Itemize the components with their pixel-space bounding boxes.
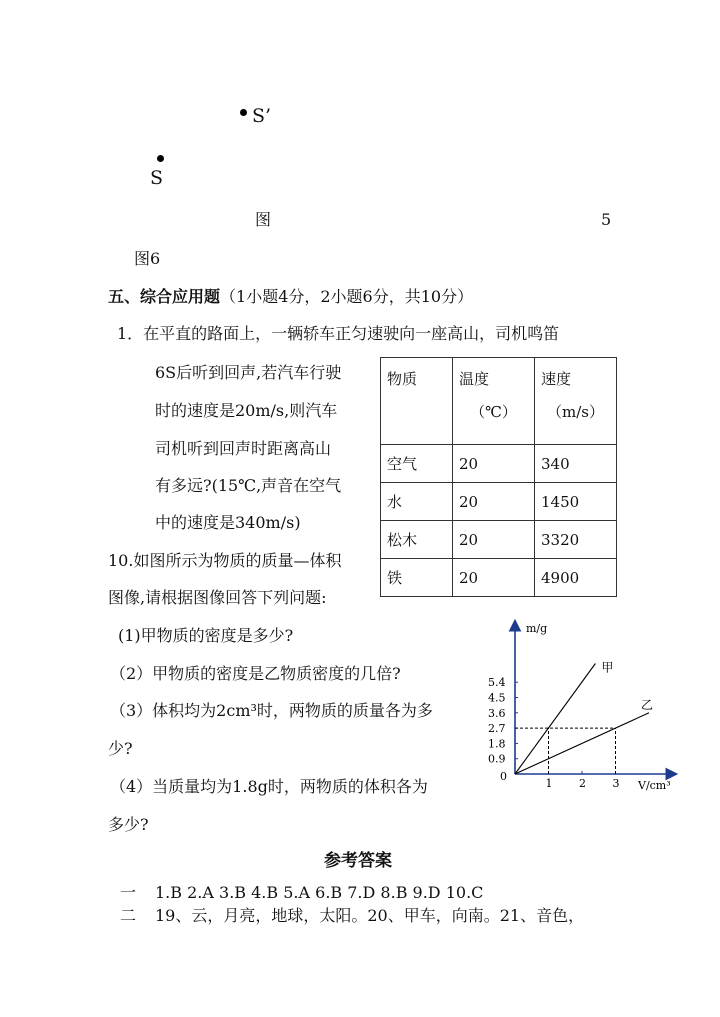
- table-row: [381, 445, 617, 483]
- table-cell: 松木: [381, 521, 453, 559]
- section5-heading: [108, 287, 473, 307]
- series-label-yi: 乙: [641, 697, 654, 712]
- header-temperature-label: 温度: [459, 370, 490, 388]
- label-s: S: [150, 167, 164, 189]
- table-cell: 340: [535, 445, 617, 483]
- table-cell: 4900: [535, 559, 617, 597]
- table-cell: 20: [453, 559, 535, 597]
- header-substance: [381, 358, 453, 445]
- figure6-caption: 图6: [134, 249, 161, 268]
- table-header-row: [381, 358, 617, 445]
- answers-line1-number: 一: [120, 883, 137, 902]
- q1-line2: 6S后听到回声,若汽车行驶: [155, 363, 342, 382]
- x-tick-label: 3: [612, 777, 620, 790]
- x-axis-label: V/cm³: [638, 779, 671, 792]
- q1-line5: 有多远?(15℃,声音在空气: [155, 476, 342, 495]
- q10-line1: 10.如图所示为物质的质量—体积: [108, 551, 342, 570]
- answers-line1: 1.B 2.A 3.B 4.B 5.A 6.B 7.D 8.B 9.D 10.C: [155, 883, 484, 902]
- table-row: [381, 521, 617, 559]
- answers-title: 参考答案: [324, 851, 392, 871]
- table-cell: 20: [453, 483, 535, 521]
- q10-sub3a: （3）体积均为2cm³时，两物质的质量各为多: [110, 701, 433, 720]
- mass-volume-chart: [480, 612, 690, 797]
- point-s: [157, 155, 164, 162]
- y-axis-label: m/g: [526, 622, 548, 635]
- y-tick-label: 2.7: [488, 722, 506, 736]
- table-row: [381, 483, 617, 521]
- figure5-number: 5: [601, 210, 612, 229]
- table-cell: 铁: [381, 559, 453, 597]
- x-tick-label: 1: [545, 777, 553, 790]
- q1-line4: 司机听到回声时距离高山: [155, 439, 332, 458]
- series-line-jia: [515, 664, 595, 775]
- y-tick-label: 1.8: [488, 737, 506, 751]
- answers-line2: 19、云，月亮，地球，太阳。20、甲车，向南。21、音色，: [155, 906, 585, 925]
- series-line-yi: [515, 713, 649, 774]
- section5-note: （1小题4分，2小题6分，共10分）: [220, 287, 474, 306]
- origin-label: 0: [500, 770, 507, 783]
- section5-title: 五、综合应用题: [108, 287, 221, 306]
- figure5-word: 图: [255, 210, 272, 229]
- q1-line3: 时的速度是20m/s,则汽车: [155, 401, 338, 420]
- speed-table: [380, 357, 617, 597]
- table-cell: 水: [381, 483, 453, 521]
- q10-sub3b: 少?: [108, 739, 133, 758]
- y-tick-label: 0.9: [488, 752, 506, 766]
- q10-sub1: (1)甲物质的密度是多少?: [118, 626, 294, 645]
- table-row: [381, 559, 617, 597]
- table-cell: 1450: [535, 483, 617, 521]
- series-label-jia: 甲: [601, 660, 614, 675]
- q10-sub2: （2）甲物质的密度是乙物质密度的几倍?: [110, 664, 401, 683]
- y-tick-label: 4.5: [488, 691, 506, 705]
- header-temperature-unit: （℃）: [470, 403, 517, 421]
- label-s-prime: S’: [252, 105, 272, 127]
- answers-line2-number: 二: [120, 906, 137, 925]
- y-tick-label: 3.6: [488, 706, 506, 720]
- q1-line1: 1．在平直的路面上，一辆轿车正匀速驶向一座高山，司机鸣笛: [117, 324, 560, 343]
- q1-line6: 中的速度是340m/s): [155, 513, 301, 532]
- x-tick-label: 2: [579, 777, 586, 790]
- y-tick-label: 5.4: [488, 676, 506, 690]
- point-s-prime: [240, 109, 247, 116]
- q10-sub4b: 多少?: [108, 815, 149, 834]
- table-cell: 空气: [381, 445, 453, 483]
- q10-line2: 图像,请根据图像回答下列问题:: [108, 588, 327, 607]
- table-cell: 20: [453, 445, 535, 483]
- q10-sub4a: （4）当质量均为1.8g时，两物质的体积各为: [110, 777, 428, 796]
- header-speed-unit: （m/s）: [547, 403, 604, 421]
- header-substance-label: 物质: [387, 370, 418, 388]
- table-cell: 20: [453, 521, 535, 559]
- table-cell: 3320: [535, 521, 617, 559]
- header-speed: [535, 358, 617, 445]
- header-temperature: [453, 358, 535, 445]
- header-speed-label: 速度: [541, 370, 572, 388]
